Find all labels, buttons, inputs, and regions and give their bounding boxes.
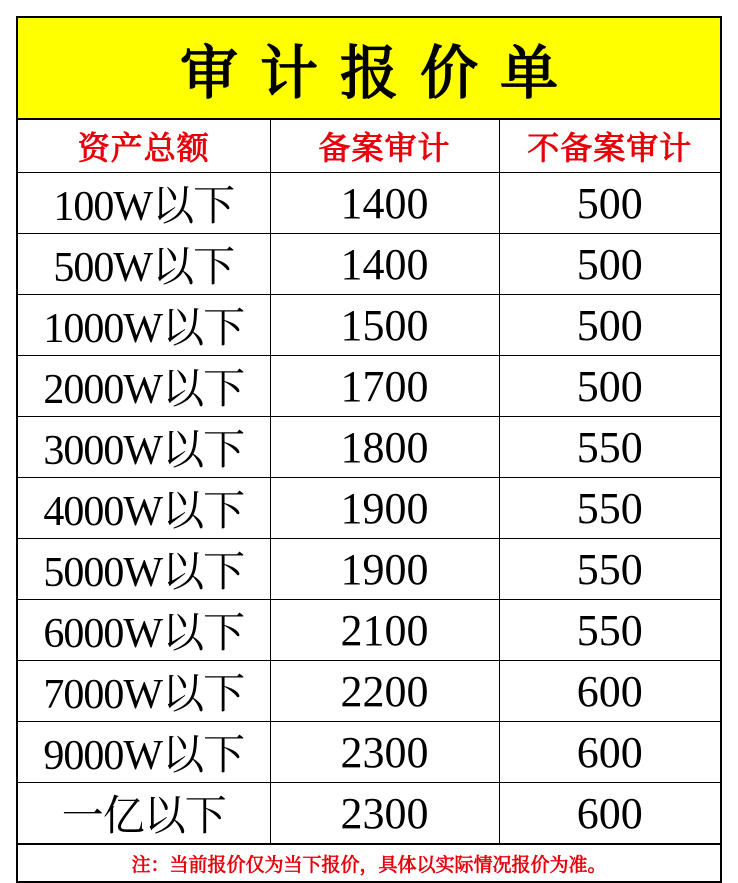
table-row: [18, 234, 720, 295]
unfiled-price-cell: 600: [499, 722, 720, 783]
asset-cell: 3000W以下: [18, 417, 270, 478]
unfiled-price-cell: 500: [499, 295, 720, 356]
unfiled-price-cell: 550: [499, 478, 720, 539]
asset-cell: 100W以下: [18, 173, 270, 234]
filed-price-cell: 1500: [270, 295, 499, 356]
filed-price-cell: 2200: [270, 661, 499, 722]
table-row: [18, 722, 720, 783]
filed-price-cell: 1400: [270, 234, 499, 295]
table-row: [18, 783, 720, 844]
filed-price-cell: 2100: [270, 600, 499, 661]
price-table-body: [18, 173, 720, 844]
asset-cell: 5000W以下: [18, 539, 270, 600]
table-row: [18, 173, 720, 234]
table-row: [18, 661, 720, 722]
asset-cell: 500W以下: [18, 234, 270, 295]
filed-price-cell: 1800: [270, 417, 499, 478]
asset-cell: 7000W以下: [18, 661, 270, 722]
filed-price-cell: 2300: [270, 722, 499, 783]
unfiled-price-cell: 500: [499, 173, 720, 234]
filed-price-cell: 1400: [270, 173, 499, 234]
unfiled-price-cell: 600: [499, 783, 720, 844]
unfiled-price-cell: 600: [499, 661, 720, 722]
table-row: [18, 600, 720, 661]
asset-cell: 一亿以下: [18, 783, 270, 844]
asset-cell: 9000W以下: [18, 722, 270, 783]
asset-cell: 4000W以下: [18, 478, 270, 539]
header-filed-audit: 备案审计: [270, 120, 499, 173]
page-title: 审计报价单: [18, 18, 720, 120]
table-row: [18, 295, 720, 356]
filed-price-cell: 1900: [270, 478, 499, 539]
filed-price-cell: 1700: [270, 356, 499, 417]
quote-sheet: [16, 16, 722, 883]
price-disclaimer-note: 注：当前报价仅为当下报价，具体以实际情况报价为准。: [18, 844, 720, 881]
table-header-row: [18, 120, 720, 173]
table-row: [18, 478, 720, 539]
header-unfiled-audit: 不备案审计: [499, 120, 720, 173]
unfiled-price-cell: 500: [499, 234, 720, 295]
filed-price-cell: 2300: [270, 783, 499, 844]
asset-cell: 2000W以下: [18, 356, 270, 417]
table-row: [18, 356, 720, 417]
price-table: [18, 120, 720, 844]
unfiled-price-cell: 500: [499, 356, 720, 417]
filed-price-cell: 1900: [270, 539, 499, 600]
unfiled-price-cell: 550: [499, 600, 720, 661]
unfiled-price-cell: 550: [499, 539, 720, 600]
unfiled-price-cell: 550: [499, 417, 720, 478]
asset-cell: 6000W以下: [18, 600, 270, 661]
asset-cell: 1000W以下: [18, 295, 270, 356]
table-row: [18, 417, 720, 478]
header-asset-total: 资产总额: [18, 120, 270, 173]
table-row: [18, 539, 720, 600]
